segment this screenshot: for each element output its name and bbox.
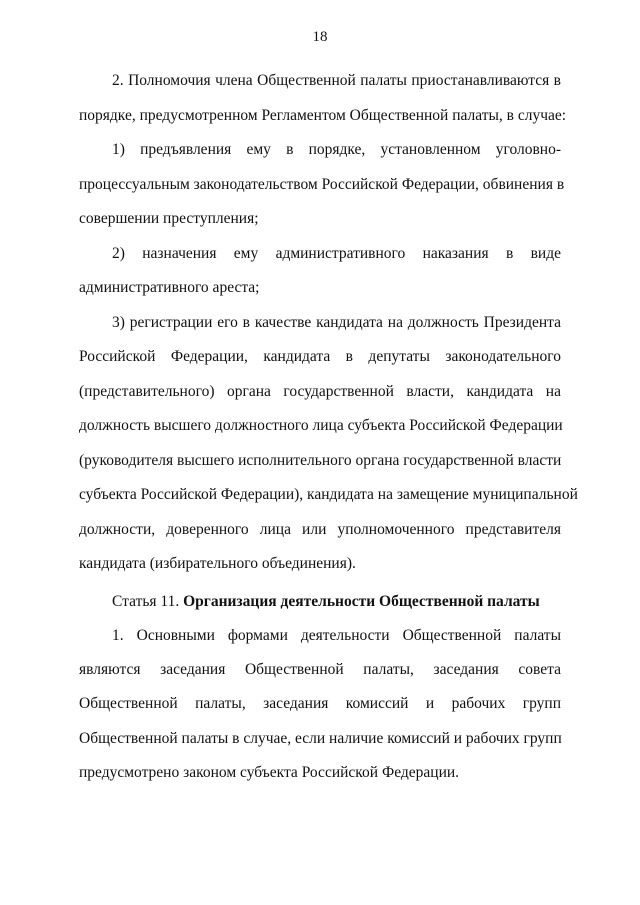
text-line: должность высшего должностного лица субъекта Российской Федерации bbox=[79, 417, 563, 434]
text-line: 2) назначения ему административного наказания в виде bbox=[112, 244, 561, 262]
text-line: Общественной палаты, заседания комиссий и рабочих групп bbox=[79, 695, 561, 713]
page-number: 18 bbox=[312, 29, 328, 45]
article-number: Статья 11. bbox=[112, 593, 184, 610]
text-line: (представительного) органа государственной власти, кандидата на bbox=[79, 382, 561, 400]
article-title: Организация деятельности Общественной палаты bbox=[183, 593, 540, 610]
text-line: 3) регистрации его в качестве кандидата на должность Президента bbox=[112, 313, 561, 331]
text-line: административного ареста; bbox=[79, 279, 260, 296]
text-line: Российской Федерации, кандидата в депутаты законодательного bbox=[79, 348, 561, 365]
text-line: Общественной палаты в случае, если наличие комиссий и рабочих групп bbox=[79, 729, 562, 747]
text-line: 1) предъявления ему в порядке, установленном уголовно- bbox=[112, 141, 561, 158]
text-line: являются заседания Общественной палаты, заседания совета bbox=[79, 661, 561, 679]
text-line: 1. Основными формами деятельности Общественной палаты bbox=[112, 627, 561, 644]
text-line: (руководителя высшего исполнительного органа государственной власти bbox=[79, 451, 562, 469]
text-line: процессуальным законодательством Российской Федерации, обвинения в bbox=[79, 175, 565, 193]
text-line: 2. Полномочия члена Общественной палаты приостанавливаются в bbox=[112, 72, 561, 89]
text-line: субъекта Российской Федерации), кандидата на замещение муниципальной bbox=[79, 486, 578, 503]
text-line: кандидата (избирательного объединения). bbox=[79, 555, 356, 572]
text-line: совершении преступления; bbox=[79, 210, 259, 227]
text-line: порядке, предусмотренном Регламентом Общественной палаты, в случае: bbox=[79, 106, 567, 124]
text-line: предусмотрено законом субъекта Российской Федерации. bbox=[79, 763, 460, 781]
article-heading bbox=[112, 592, 561, 612]
text-line: должности, доверенного лица или уполномоченного представителя bbox=[79, 520, 561, 538]
